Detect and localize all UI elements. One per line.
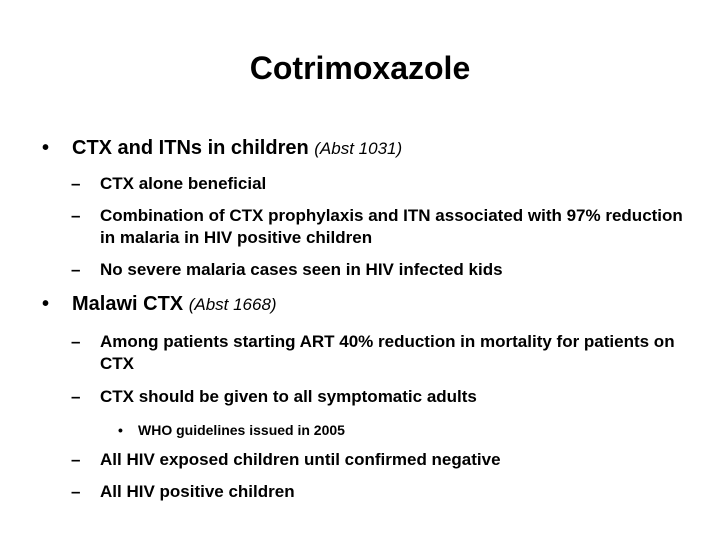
- dash-icon: –: [71, 450, 81, 469]
- dash-icon: –: [71, 482, 81, 501]
- dash-icon: –: [71, 332, 81, 351]
- subbullet-hiv-positive-children: [71, 481, 690, 503]
- dash-icon: –: [71, 387, 81, 406]
- subbullet-text: All HIV positive children: [100, 482, 295, 501]
- subbullet-hiv-exposed-children: [71, 449, 690, 471]
- bullet-malawi-ctx: [42, 292, 277, 317]
- bullet-heading: CTX and ITNs in children: [72, 137, 309, 159]
- bullet-icon: •: [42, 137, 50, 159]
- subbullet-ctx-alone: [71, 173, 690, 195]
- abstract-reference: (Abst 1668): [188, 295, 277, 314]
- subbullet-among-patients: [71, 331, 690, 375]
- bullet-ctx-itns: [42, 136, 403, 161]
- abstract-reference: (Abst 1031): [314, 139, 403, 158]
- bullet-heading: Malawi CTX: [72, 293, 184, 315]
- subbullet-combination: [71, 205, 690, 249]
- subbullet-text: Combination of CTX prophylaxis and ITN associated with 97% reduction in malaria in HIV positive children: [100, 206, 683, 247]
- subbullet-text: CTX alone beneficial: [100, 174, 267, 193]
- subbullet-no-severe-malaria: [71, 259, 690, 281]
- subsubbullet-who-guidelines: [118, 421, 345, 439]
- bullet-icon: •: [42, 293, 50, 315]
- bullet-icon: •: [118, 422, 123, 438]
- subbullet-text: Among patients starting ART 40% reduction in mortality for patients on CTX: [100, 332, 675, 373]
- subbullet-text: All HIV exposed children until confirmed negative: [100, 450, 501, 469]
- slide-title: Cotrimoxazole: [249, 50, 471, 86]
- dash-icon: –: [71, 206, 81, 225]
- subbullet-text: No severe malaria cases seen in HIV infected kids: [100, 260, 503, 279]
- subsubbullet-text: WHO guidelines issued in 2005: [138, 422, 345, 438]
- subbullet-text: CTX should be given to all symptomatic adults: [100, 387, 477, 406]
- subbullet-symptomatic-adults: [71, 386, 690, 408]
- dash-icon: –: [71, 174, 81, 193]
- dash-icon: –: [71, 260, 81, 279]
